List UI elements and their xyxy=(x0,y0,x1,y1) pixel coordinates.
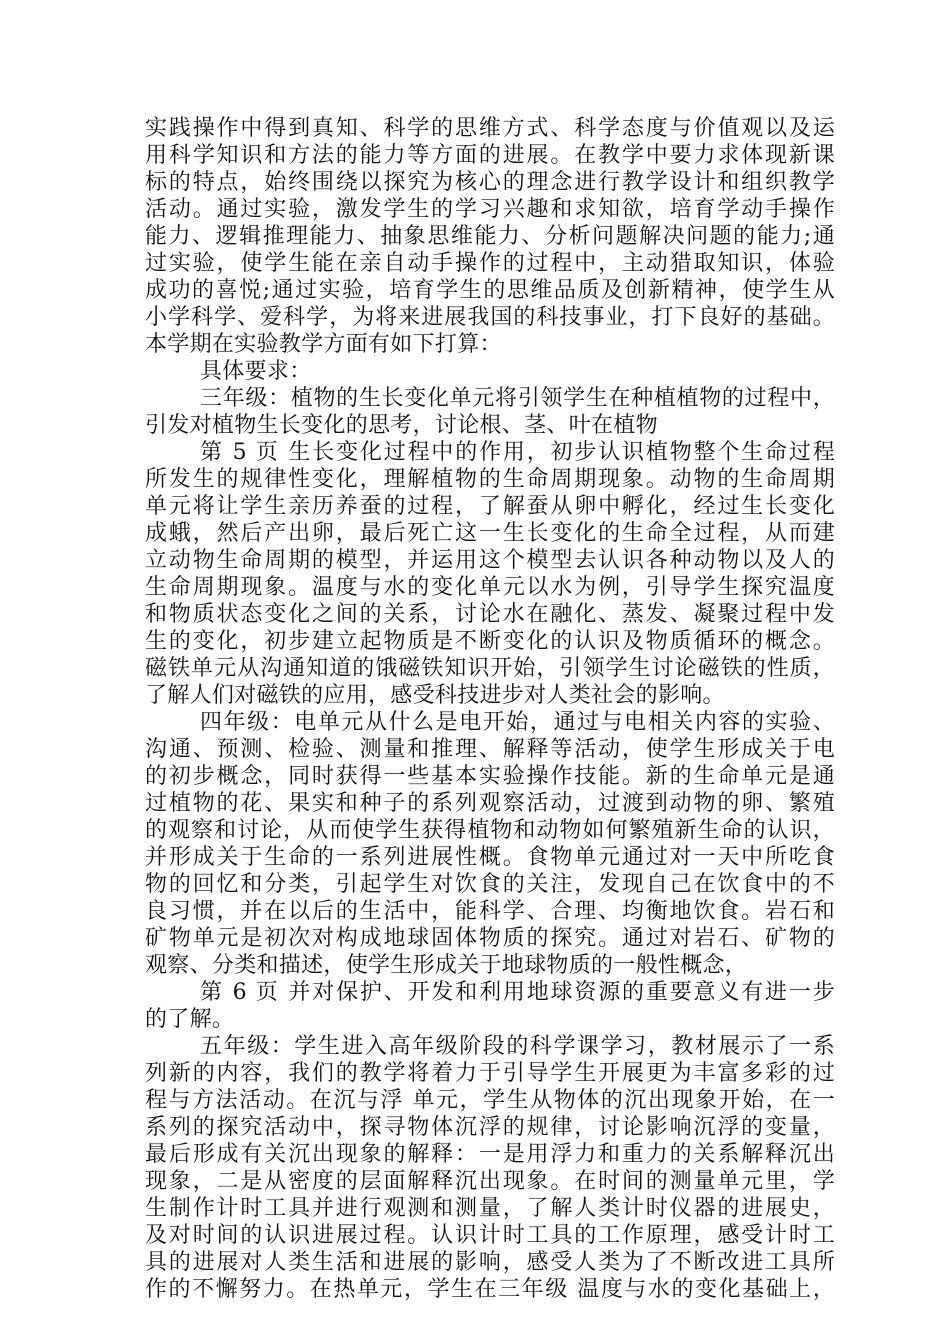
text-line: 用科学知识和方法的能力等方面的进展。在教学中要力求体现新课 xyxy=(145,143,835,168)
text-line: 本学期在实验教学方面有如下打算： xyxy=(145,332,502,357)
text-line: 过实验，使学生能在亲自动手操作的过程中，主动猎取知识，体验 xyxy=(145,251,835,276)
text-line: 磁铁单元从沟通知道的饿磁铁知识开始，引领学生讨论磁铁的性质， xyxy=(145,656,835,681)
text-line: 标的特点，始终围绕以探究为核心的理念进行教学设计和组织教学 xyxy=(145,170,835,195)
text-line: 生的变化，初步建立起物质是不断变化的认识及物质循环的概念。 xyxy=(145,629,835,654)
section-heading: 具体要求： xyxy=(200,359,312,384)
text-line: 观察、分类和描述，使学生形成关于地球物质的一般性概念， xyxy=(145,953,748,978)
text-line: 良习惯，并在以后的生活中，能科学、合理、均衡地饮食。岩石和 xyxy=(145,899,835,924)
text-line: 的观察和讨论，从而使学生获得植物和动物如何繁殖新生命的认识， xyxy=(145,818,835,843)
text-line: 最后形成有关沉出现象的解释：一是用浮力和重力的关系解释沉出 xyxy=(145,1142,835,1167)
text-line: 实践操作中得到真知、科学的思维方式、科学态度与价值观以及运 xyxy=(145,116,835,141)
text-line: 生命周期现象。温度与水的变化单元以水为例，引导学生探究温度 xyxy=(145,575,835,600)
text-line: 能力、逻辑推理能力、抽象思维能力、分析问题解决问题的能力;通 xyxy=(145,224,835,249)
text-line: 成蛾，然后产出卵，最后死亡这一生长变化的生命全过程，从而建 xyxy=(145,521,835,546)
text-line: 生制作计时工具并进行观测和测量，了解人类计时仪器的进展史， xyxy=(145,1196,835,1221)
text-line: 活动。通过实验，激发学生的学习兴趣和求知欲，培育学动手操作 xyxy=(145,197,835,222)
page-number-line: 第 6 页 并对保护、开发和利用地球资源的重要意义有进一步 xyxy=(200,980,835,1005)
text-line: 具的进展对人类生活和进展的影响，感受人类为了不断改进工具所 xyxy=(145,1250,835,1275)
text-line: 过植物的花、果实和种子的系列观察活动，过渡到动物的卵、繁殖 xyxy=(145,791,835,816)
text-line: 矿物单元是初次对构成地球固体物质的探究。通过对岩石、矿物的 xyxy=(145,926,835,951)
text-line: 引发对植物生长变化的思考，讨论根、茎、叶在植物 xyxy=(145,413,658,438)
text-line: 单元将让学生亲历养蚕的过程，了解蚕从卵中孵化，经过生长变化 xyxy=(145,494,835,519)
text-line: 的了解。 xyxy=(145,1007,235,1032)
text-line: 所发生的规律性变化，理解植物的生命周期现象。动物的生命周期 xyxy=(145,467,835,492)
text-line: 了解人们对磁铁的应用，感受科技进步对人类社会的影响。 xyxy=(145,683,725,708)
text-line: 并形成关于生命的一系列进展性概。食物单元通过对一天中所吃食 xyxy=(145,845,835,870)
text-line: 及对时间的认识进展过程。认识计时工具的工作原理，感受计时工 xyxy=(145,1223,835,1248)
text-line: 沟通、预测、检验、测量和推理、解释等活动，使学生形成关于电 xyxy=(145,737,835,762)
text-line: 作的不懈努力。在热单元，学生在三年级 温度与水的变化基础上， xyxy=(145,1277,835,1302)
text-line: 四年级：电单元从什么是电开始，通过与电相关内容的实验、 xyxy=(200,710,835,735)
text-line: 立动物生命周期的模型，并运用这个模型去认识各种动物以及人的 xyxy=(145,548,835,573)
text-line: 三年级：植物的生长变化单元将引领学生在种植植物的过程中， xyxy=(200,386,835,411)
text-line: 五年级：学生进入高年级阶段的科学课学习，教材展示了一系 xyxy=(200,1034,835,1059)
text-line: 小学科学、爱科学，为将来进展我国的科技事业，打下良好的基础。 xyxy=(145,305,835,330)
text-line: 程与方法活动。在沉与浮 单元，学生从物体的沉出现象开始，在一 xyxy=(145,1088,835,1113)
text-line: 系列的探究活动中，探寻物体沉浮的规律，讨论影响沉浮的变量， xyxy=(145,1115,835,1140)
text-line: 和物质状态变化之间的关系，讨论水在融化、蒸发、凝聚过程中发 xyxy=(145,602,835,627)
text-line: 现象，二是从密度的层面解释沉出现象。在时间的测量单元里，学 xyxy=(145,1169,835,1194)
page-number-line: 第 5 页 生长变化过程中的作用，初步认识植物整个生命过程 xyxy=(200,440,835,465)
text-line: 成功的喜悦;通过实验，培育学生的思维品质及创新精神，使学生从 xyxy=(145,278,835,303)
text-line: 列新的内容，我们的教学将着力于引导学生开展更为丰富多彩的过 xyxy=(145,1061,835,1086)
text-line: 物的回忆和分类，引起学生对饮食的关注，发现自己在饮食中的不 xyxy=(145,872,835,897)
text-line: 的初步概念，同时获得一些基本实验操作技能。新的生命单元是通 xyxy=(145,764,835,789)
